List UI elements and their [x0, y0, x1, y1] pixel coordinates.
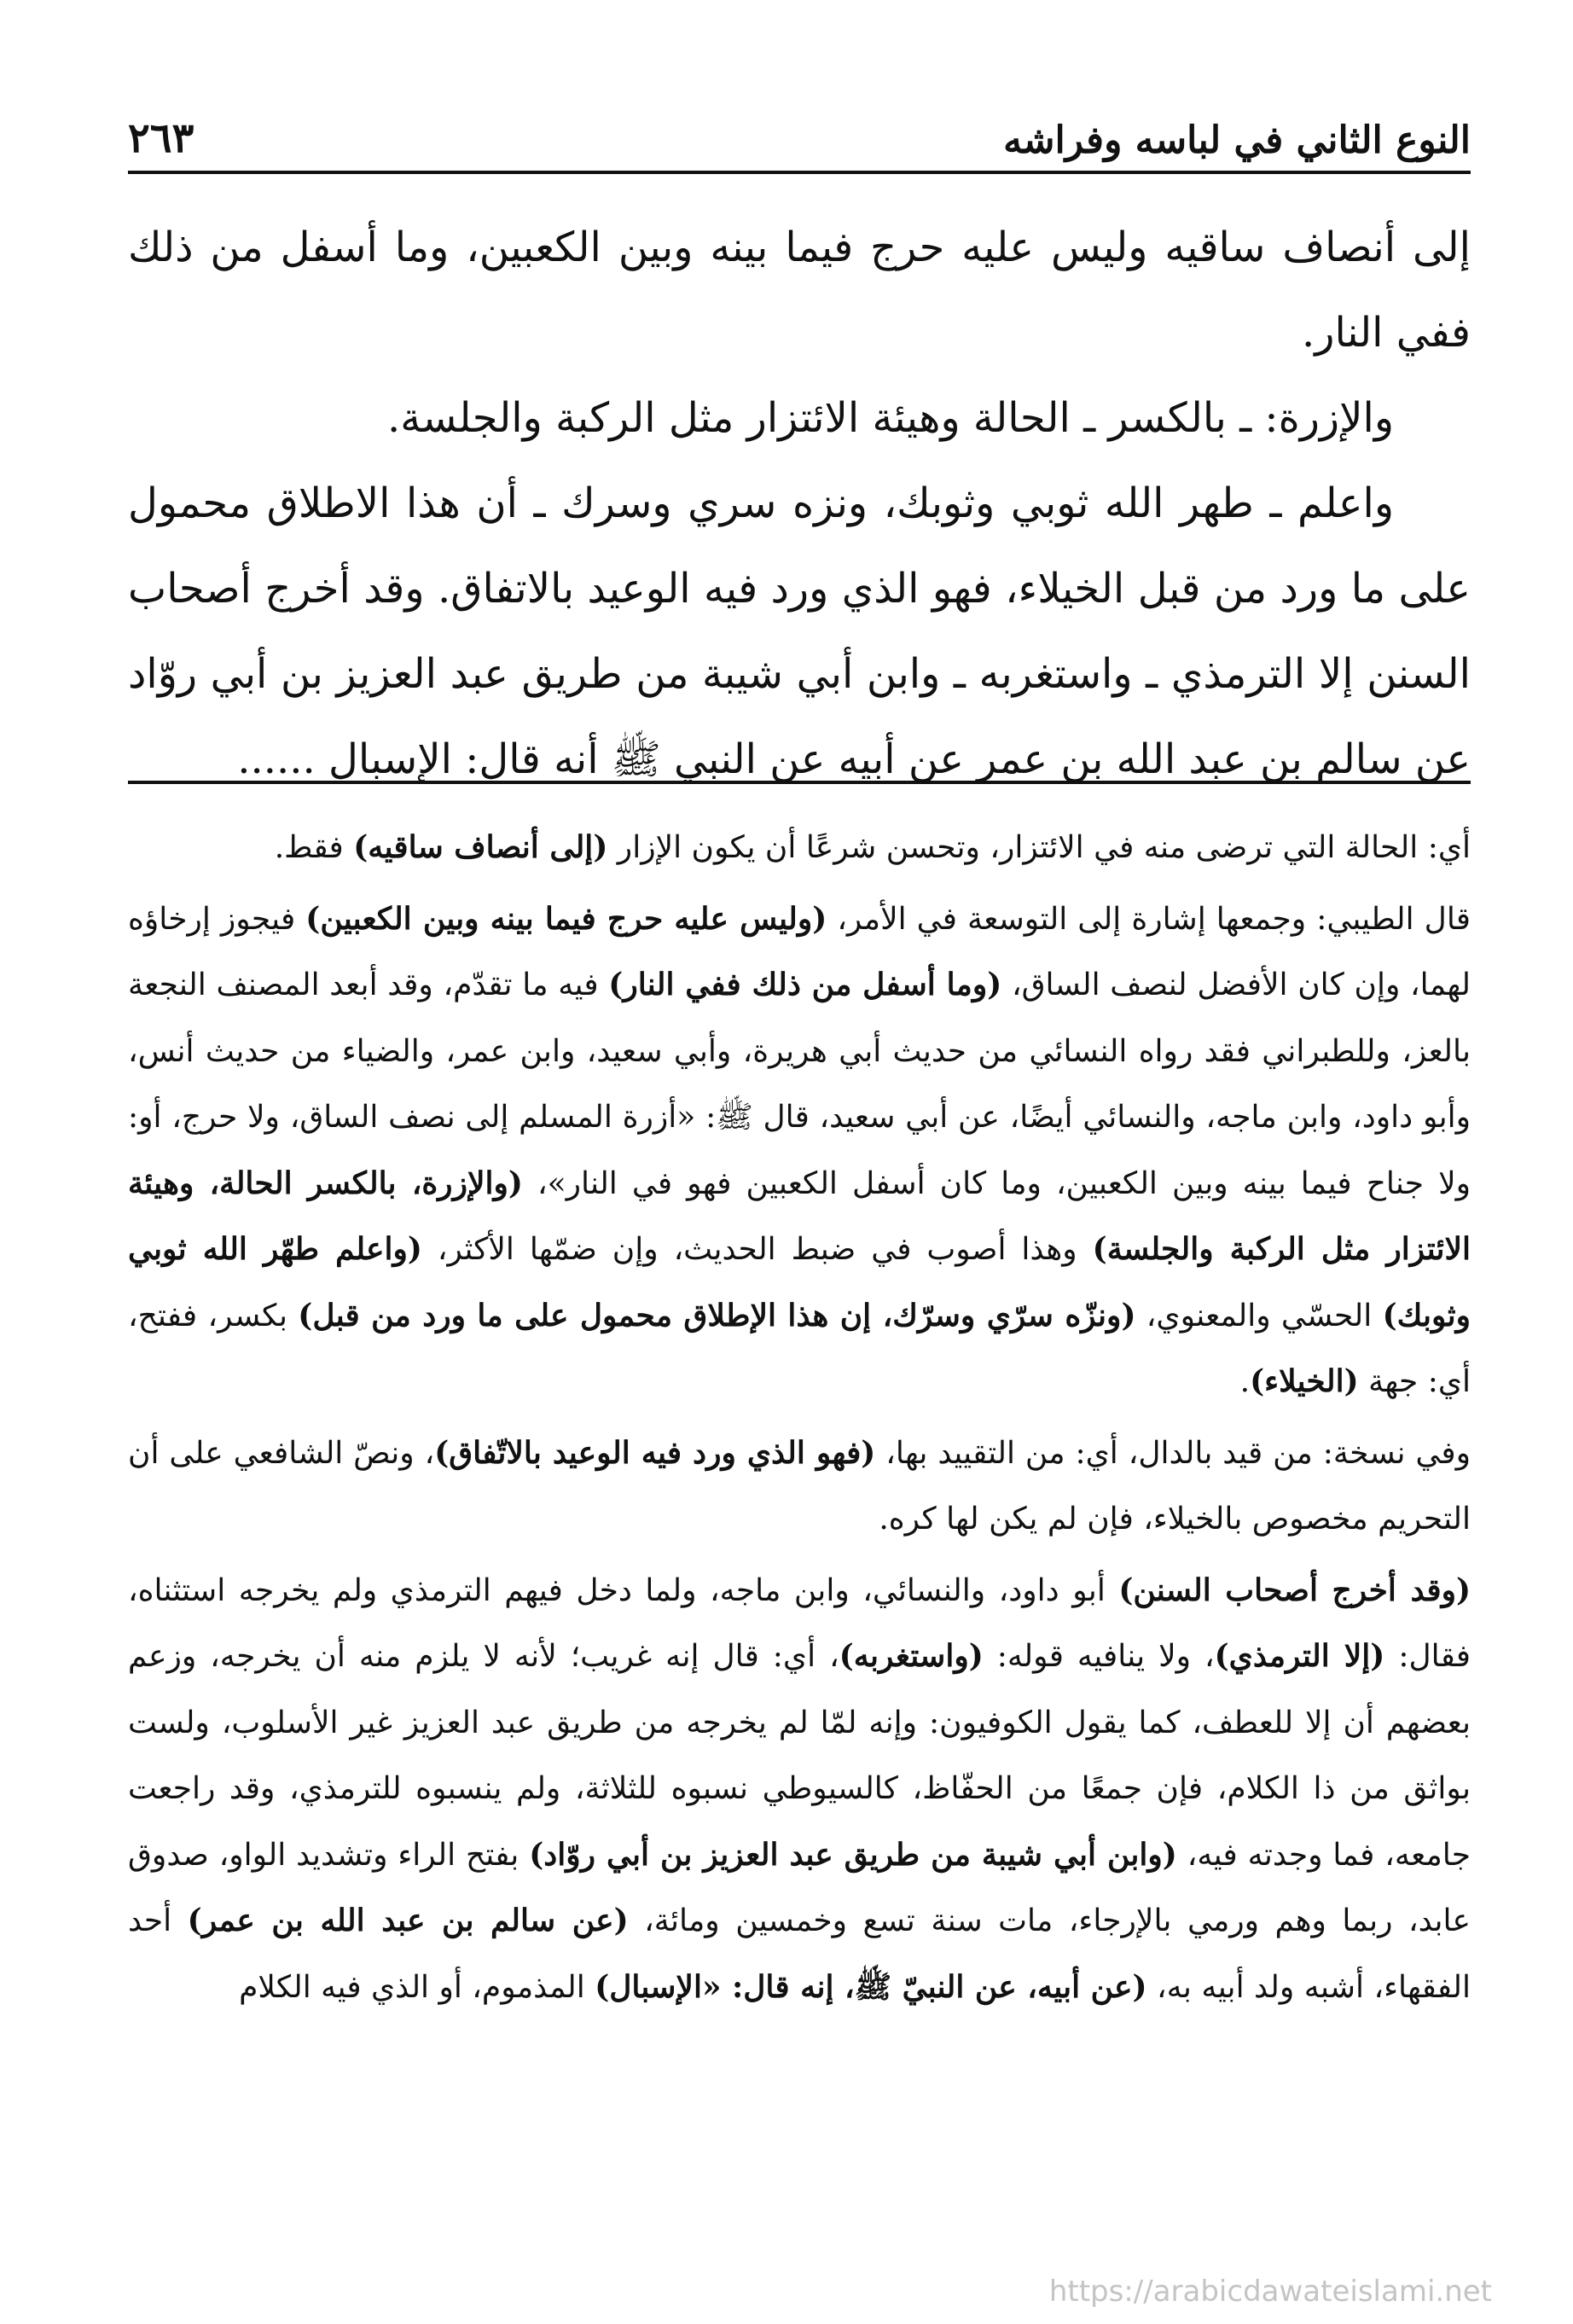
quoted-matn: (واستغربه)	[839, 1638, 984, 1674]
commentary-text: وفي نسخة: من قيد بالدال، أي: من التقييد بها،	[875, 1435, 1471, 1471]
commentary-paragraph	[128, 815, 1471, 881]
quoted-matn: (الخيلاء)	[1250, 1363, 1359, 1399]
quoted-matn: (عن أبيه، عن النبيّ ﷺ، إنه قال: «الإسبال)	[595, 1968, 1147, 2005]
commentary-text: المذموم، أو الذي فيه الكلام	[239, 1969, 595, 2005]
quoted-matn: (والإزرة، بالكسر الحالة، وهيئة الائتزار مثل الركبة والجلسة)	[128, 1165, 1471, 1267]
running-title: النوع الثاني في لباسه وفراشه	[1003, 119, 1471, 162]
commentary-text: أي: الحالة التي ترضى منه في الائتزار، وتحسن شرعًا أن يكون الإزار	[607, 830, 1471, 865]
commentary-text: وهذا أصوب في ضبط الحديث، وإن ضمّها الأكثر،	[421, 1232, 1093, 1267]
commentary-text: فقط.	[274, 830, 354, 865]
commentary-text: ، ونصّ الشافعي على أن التحريم مخصوص بالخيلاء، فإن لم يكن لها كره.	[128, 1435, 1471, 1537]
page-number: ٢٦٣	[128, 114, 194, 162]
commentary-paragraph	[128, 886, 1471, 1415]
main-paragraph-3: واعلم ـ طهر الله ثوبي وثوبك، ونزه سري وسرك ـ أن هذا الاطلاق محمول على ما ورد من قبل الخيلاء، فهو الذي ورد فيه الوعيد بالاتفاق. وقد أخرج أصحاب السنن إلا الترمذي ـ واستغربه ـ وابن أبي شيبة من طريق عبد العزيز بن أبي روّاد عن سالم بن عبد الله بن عمر عن أبيه عن النبي ﷺ أنه قال: الإسبال ......	[128, 479, 1471, 783]
commentary-text: .	[1239, 1364, 1251, 1399]
commentary-text: أبو داود، والنسائي، وابن ماجه، ولما دخل فيهم الترمذي ولم يخرجه استثناه، فقال:	[128, 1572, 1471, 1674]
commentary-text: ، ولا ينافيه قوله:	[983, 1639, 1215, 1674]
commentary-text: بكسر، ففتح، أي: جهة	[128, 1298, 1471, 1399]
commentary-paragraph	[128, 1421, 1471, 1553]
quoted-matn: (وابن أبي شيبة من طريق عبد العزيز بن أبي روّاد)	[529, 1836, 1177, 1873]
main-paragraph-2: والإزرة: ـ بالكسر ـ الحالة وهيئة الائتزار مثل الركبة والجلسة.	[386, 394, 1394, 442]
quoted-matn: (وقد أخرج أصحاب السنن)	[1118, 1572, 1471, 1608]
quoted-matn: (إلى أنصاف ساقيه)	[353, 829, 608, 865]
commentary	[128, 815, 1471, 2020]
commentary-text: فيه ما تقدّم، وقد أبعد المصنف النجعة بالعز، وللطبراني فقد رواه النسائي من حديث أبي هريرة، وأبي سعيد، وابن عمر، والضياء من حديث أنس، وأبو داود، وابن ماجه، والنسائي أيضًا، عن أبي سعيد، قال ﷺ: «أزرة المسلم إلى نصف الساق، ولا حرج، أو: ولا جناح فيما بينه وبين الكعبين، وما كان أسفل الكعبين فهو في النار»،	[128, 967, 1471, 1201]
quoted-matn: (فهو الذي ورد فيه الوعيد بالاتّفاق)	[434, 1434, 876, 1471]
commentary-text: الحسّي والمعنوي،	[1135, 1298, 1383, 1333]
commentary-text: قال الطيبي: وجمعها إشارة إلى التوسعة في الأمر،	[827, 901, 1471, 937]
commentary-text: ، أي: قال إنه غريب؛ لأنه لا يلزم منه أن يخرجه، وزعم بعضهم أن إلا للعطف، كما يقول الكوفيون: وإنه لمّا لم يخرجه من طريق عبد العزيز غير الأسلوب، ولست بواثق من ذا الكلام، فإن جمعًا من الحفّاظ، كالسيوطي نسبوه للثلاثة، ولم ينسبوه للترمذي، وقد راجعت جامعه، فما وجدته فيه،	[128, 1639, 1471, 1873]
commentary-text: أحد الفقهاء، أشبه ولد أبيه به،	[128, 1903, 1471, 2005]
quoted-matn: (إلا الترمذي)	[1214, 1638, 1385, 1674]
commentary-text: فيجوز إرخاؤه لهما، وإن كان الأفضل لنصف الساق،	[128, 901, 1471, 1002]
main-paragraph-1: إلى أنصاف ساقيه وليس عليه حرج فيما بينه وبين الكعبين، وما أسفل من ذلك ففي النار.	[128, 224, 1471, 357]
quoted-matn: (وما أسفل من ذلك ففي النار)	[608, 967, 1002, 1002]
page-header	[128, 85, 1471, 174]
quoted-matn: (ونزّه سرّي وسرّك، إن هذا الإطلاق محمول على ما ورد من قبل)	[298, 1297, 1136, 1333]
watermark: https://arabicdawateislami.net	[1048, 2275, 1492, 2309]
quoted-matn: (عن سالم بن عبد الله بن عمر)	[187, 1903, 629, 1938]
quoted-matn: (واعلم طهّر الله ثوبي وثوبك)	[128, 1231, 1471, 1333]
commentary-text: بفتح الراء وتشديد الواو، صدوق عابد، ربما وهم ورمي بالإرجاء، مات سنة تسع وخمسين ومائة،	[128, 1837, 1471, 1938]
footnote-divider	[128, 781, 1471, 784]
main-text	[128, 205, 1471, 802]
quoted-matn: (وليس عليه حرج فيما بينه وبين الكعبين)	[305, 900, 827, 937]
commentary-paragraph	[128, 1558, 1471, 2021]
